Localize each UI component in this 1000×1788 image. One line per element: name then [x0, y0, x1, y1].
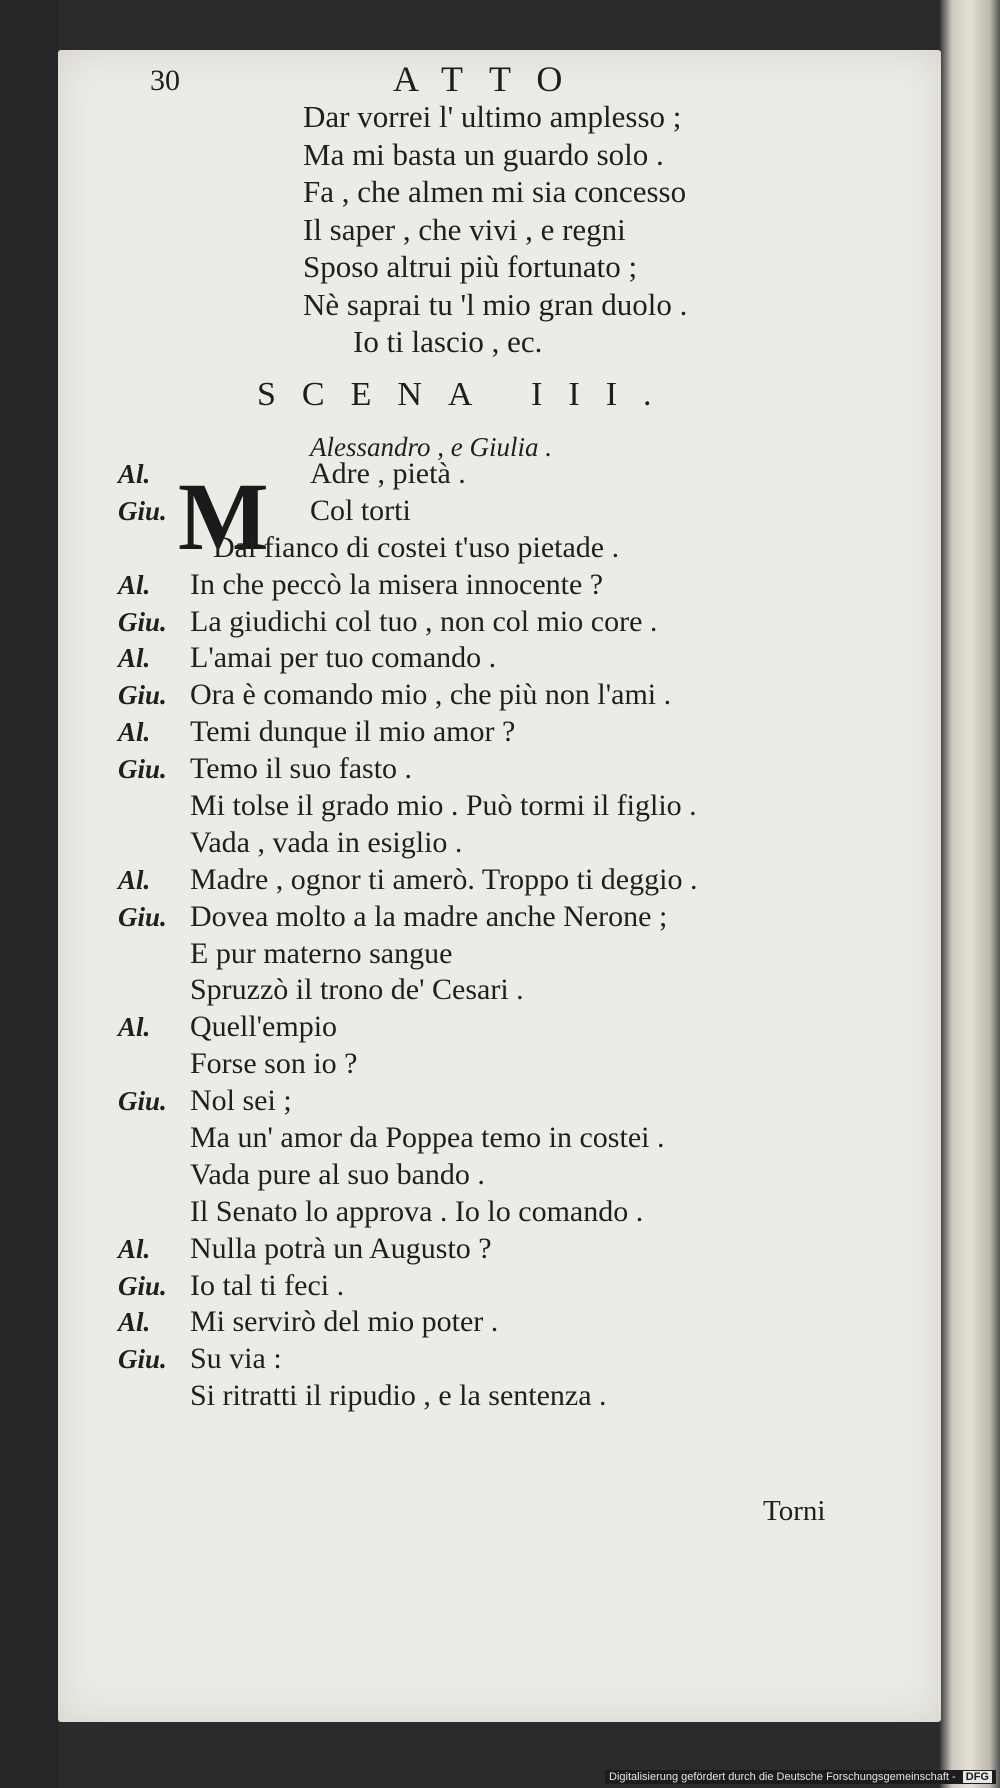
dialogue-text: Temo il suo fasto . — [190, 752, 413, 786]
dialogue-text: Il Senato lo approva . Io lo comando . — [190, 1194, 644, 1228]
verse-line: Nè saprai tu 'l mio gran duolo . — [303, 286, 688, 322]
speaker-label: Giu. — [118, 901, 167, 932]
speaker-label: Al. — [118, 1233, 151, 1264]
credit-text: Digitalisierung gefördert durch die Deutsche Forschungsgemeinschaft - — [609, 1771, 956, 1783]
dialogue-text: Su via : — [190, 1342, 282, 1376]
dialogue-text: Mi servirò del mio poter . — [190, 1305, 499, 1339]
dialogue-line — [118, 530, 908, 567]
next-page-edge — [940, 0, 1000, 1788]
verse-block — [303, 98, 843, 361]
dialogue-line — [118, 972, 908, 1009]
speaker-label: Giu. — [118, 1344, 167, 1375]
dialogue-text: Adre , pietà . — [310, 457, 466, 490]
drop-capital: M — [178, 463, 269, 570]
dialogue-line — [118, 788, 908, 825]
dialogue-line — [118, 604, 908, 641]
verse-line: Ma mi basta un guardo solo . — [303, 136, 664, 172]
dialogue-text: Madre , ognor ti amerò. Troppo ti deggio . — [190, 862, 698, 896]
dialogue-line — [118, 1009, 908, 1046]
dialogue-text: Temi dunque il mio amor ? — [190, 715, 516, 749]
verse-line: Dar vorrei l' ultimo amplesso ; — [303, 99, 682, 134]
speaker-label: Al. — [118, 569, 151, 600]
dfg-logo: DFG — [963, 1771, 992, 1783]
dialogue-line — [118, 640, 908, 677]
speaker-label: Al. — [118, 643, 151, 674]
dialogue-line — [118, 677, 908, 714]
dialogue-text: La giudichi col tuo , non col mio core . — [190, 604, 658, 638]
scene-title: SCENA III. — [257, 376, 678, 413]
dialogue-line — [118, 1046, 908, 1083]
verse-line: Fa , che almen mi sia concesso — [303, 174, 687, 209]
dialogue-text: Dal fianco di costei t'uso pietade . — [213, 530, 620, 564]
speaker-label: Giu. — [118, 754, 167, 785]
speaker-label: Al. — [118, 459, 151, 489]
dialogue-line — [118, 1157, 908, 1194]
dialogue-line — [118, 1083, 908, 1120]
dialogue-text: Spruzzò il trono de' Cesari . — [190, 973, 524, 1007]
scan-background-left — [0, 0, 58, 1788]
dialogue-text: Ora è comando mio , che più non l'ami . — [190, 678, 672, 712]
dialogue-text: Dovea molto a la madre anche Nerone ; — [190, 899, 668, 933]
verse-line: Il saper , che vivi , e regni — [303, 211, 626, 247]
dialogue-line — [118, 936, 908, 973]
dialogue-text: Vada , vada in esiglio . — [190, 825, 463, 859]
dialogue-line — [118, 1268, 908, 1305]
dialogue-line — [118, 751, 908, 788]
speaker-label: Al. — [118, 864, 151, 895]
speaker-label: Al. — [118, 1307, 151, 1338]
dialogue-text: Col torti — [310, 493, 411, 527]
dialogue-line — [118, 714, 908, 751]
dialogue-text: Si ritratti il ripudio , e la sentenza . — [190, 1379, 607, 1413]
dialogue-text: Mi tolse il grado mio . Può tormi il figlio . — [190, 789, 697, 823]
dialogue-line — [118, 1120, 908, 1157]
digitization-credit — [605, 1770, 996, 1784]
dialogue-line — [118, 567, 908, 604]
dialogue-block — [118, 456, 908, 1415]
verse-line: Io ti lascio , ec. — [353, 324, 543, 359]
speaker-label: Giu. — [118, 1086, 167, 1117]
dialogue-line — [118, 825, 908, 862]
page-number: 30 — [150, 64, 180, 97]
dialogue-text: Vada pure al suo bando . — [190, 1157, 485, 1191]
dialogue-text: L'amai per tuo comando . — [190, 641, 497, 675]
dialogue-line — [118, 1194, 908, 1231]
dialogue-line — [118, 493, 908, 530]
speaker-label: Al. — [118, 717, 151, 748]
dialogue-line — [118, 1231, 908, 1268]
dialogue-line — [118, 862, 908, 899]
catchword: Torni — [763, 1495, 826, 1527]
speaker-label: Giu. — [118, 495, 167, 526]
dialogue-text: In che peccò la misera innocente ? — [190, 567, 604, 601]
speaker-label: Giu. — [118, 1270, 167, 1301]
running-head: ATTO — [393, 59, 589, 99]
dialogue-text: Nol sei ; — [190, 1084, 292, 1118]
dialogue-text: Nulla potrà un Augusto ? — [190, 1231, 492, 1265]
dialogue-line — [118, 1304, 908, 1341]
scene-characters: Alessandro , e Giulia . — [310, 432, 552, 462]
speaker-label: Al. — [118, 1012, 151, 1043]
dialogue-text: Quell'empio — [190, 1010, 338, 1044]
dialogue-text: Ma un' amor da Poppea temo in costei . — [190, 1121, 665, 1155]
dialogue-line — [118, 1378, 908, 1415]
dialogue-text: Forse son io ? — [190, 1047, 358, 1081]
dialogue-text: E pur materno sangue — [190, 936, 453, 970]
dialogue-line — [118, 899, 908, 936]
dialogue-text: Io tal ti feci . — [190, 1268, 345, 1302]
dialogue-line — [118, 1341, 908, 1378]
dialogue-line — [118, 456, 908, 493]
speaker-label: Giu. — [118, 606, 167, 637]
speaker-label: Giu. — [118, 680, 167, 711]
verse-line: Sposo altrui più fortunato ; — [303, 249, 638, 284]
